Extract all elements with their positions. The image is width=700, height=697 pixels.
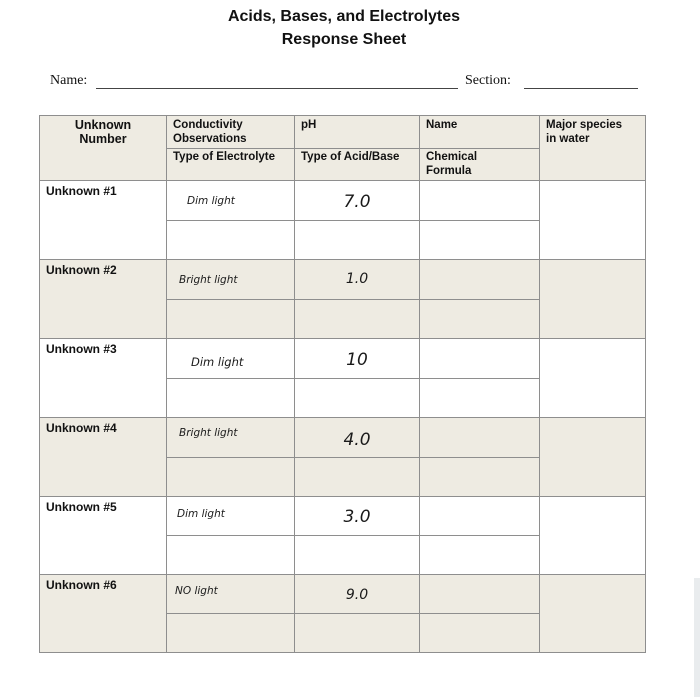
ph-cell[interactable]: 7.0 — [295, 181, 420, 221]
electrolyte-type-cell[interactable] — [167, 221, 295, 260]
unknown-label-cell: Unknown #3 — [40, 339, 167, 418]
electrolyte-type-cell[interactable] — [167, 458, 295, 497]
scrollbar-track[interactable] — [694, 578, 700, 697]
name-cell[interactable] — [420, 497, 540, 536]
ph-cell[interactable]: 10 — [295, 339, 420, 379]
header-unknown-number: Unknown Number — [40, 116, 167, 181]
sheet-subtitle: Response Sheet — [281, 31, 407, 48]
unknown-label-cell: Unknown #5 — [40, 497, 167, 575]
header-ph: pH — [295, 116, 420, 149]
header-type-electrolyte: Type of Electrolyte — [167, 149, 295, 181]
formula-cell[interactable] — [420, 221, 540, 260]
electrolyte-type-cell[interactable] — [167, 536, 295, 575]
name-cell[interactable] — [420, 181, 540, 221]
observation-cell[interactable]: Bright light — [167, 260, 295, 300]
header-chemical-formula: Chemical Formula — [420, 149, 540, 181]
major-species-cell[interactable] — [540, 418, 646, 497]
observation-cell[interactable]: Dim light — [167, 181, 295, 221]
major-species-cell[interactable] — [540, 339, 646, 418]
ph-cell[interactable]: 4.0 — [295, 418, 420, 458]
unknown-label-cell: Unknown #6 — [40, 575, 167, 653]
formula-cell[interactable] — [420, 536, 540, 575]
major-species-cell[interactable] — [540, 181, 646, 260]
name-cell[interactable] — [420, 339, 540, 379]
section-label: Section: — [465, 73, 511, 88]
observation-cell[interactable]: NO light — [167, 575, 295, 614]
name-cell[interactable] — [420, 575, 540, 614]
observation-cell[interactable]: Dim light — [167, 497, 295, 536]
header-name: Name — [420, 116, 540, 149]
formula-cell[interactable] — [420, 458, 540, 497]
unknown-label-cell: Unknown #2 — [40, 260, 167, 339]
ph-cell[interactable]: 3.0 — [295, 497, 420, 536]
ph-cell[interactable]: 1.0 — [295, 260, 420, 300]
section-field-line[interactable] — [524, 88, 638, 89]
formula-cell[interactable] — [420, 379, 540, 418]
acid-base-type-cell[interactable] — [295, 536, 420, 575]
acid-base-type-cell[interactable] — [295, 221, 420, 260]
header-type-acid-base: Type of Acid/Base — [295, 149, 420, 181]
major-species-cell[interactable] — [540, 260, 646, 339]
formula-cell[interactable] — [420, 614, 540, 653]
acid-base-type-cell[interactable] — [295, 458, 420, 497]
name-cell[interactable] — [420, 260, 540, 300]
sheet-title: Acids, Bases, and Electrolytes — [227, 8, 461, 25]
name-label: Name: — [50, 73, 88, 88]
unknown-label-cell: Unknown #4 — [40, 418, 167, 497]
name-field-line[interactable] — [96, 88, 458, 89]
electrolyte-type-cell[interactable] — [167, 300, 295, 339]
acid-base-type-cell[interactable] — [295, 379, 420, 418]
ph-cell[interactable]: 9.0 — [295, 575, 420, 614]
acid-base-type-cell[interactable] — [295, 614, 420, 653]
observation-cell[interactable]: Bright light — [167, 418, 295, 458]
electrolyte-type-cell[interactable] — [167, 379, 295, 418]
header-conductivity: Conductivity Observations — [167, 116, 295, 149]
electrolyte-type-cell[interactable] — [167, 614, 295, 653]
major-species-cell[interactable] — [540, 575, 646, 653]
observation-cell[interactable]: Dim light — [167, 339, 295, 379]
formula-cell[interactable] — [420, 300, 540, 339]
header-major-species: Major species in water — [540, 116, 646, 181]
unknown-label-cell: Unknown #1 — [40, 181, 167, 260]
major-species-cell[interactable] — [540, 497, 646, 575]
name-cell[interactable] — [420, 418, 540, 458]
response-table — [39, 115, 646, 653]
acid-base-type-cell[interactable] — [295, 300, 420, 339]
